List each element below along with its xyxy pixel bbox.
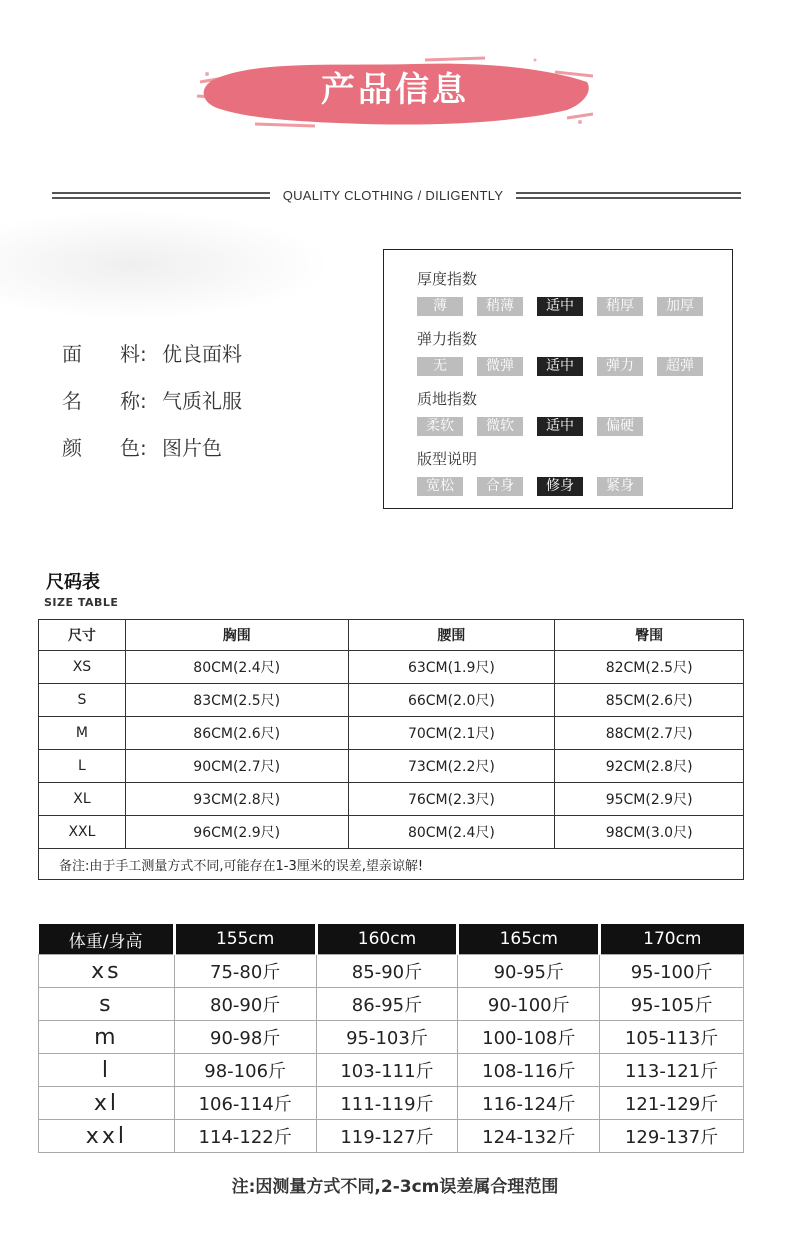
cell-waist: 80CM(2.4尺) — [348, 816, 555, 849]
table-row — [39, 717, 744, 750]
size-table-title: 尺码表 — [46, 572, 100, 593]
cell-size: l — [39, 1054, 175, 1087]
info-key: 颜 色: — [62, 436, 147, 460]
chip-option-selected: 修身 — [537, 477, 583, 496]
table-row — [39, 651, 744, 684]
chip-option: 紧身 — [597, 477, 643, 496]
chip-option-selected: 适中 — [537, 417, 583, 436]
cell-weight: 105-113斤 — [600, 1021, 744, 1054]
cell-size: XS — [39, 651, 126, 684]
cell-weight: 95-100斤 — [600, 955, 744, 988]
cell-size: xs — [39, 955, 175, 988]
table-row — [39, 1087, 744, 1120]
weight-height-table — [38, 924, 744, 1153]
header-size: 尺寸 — [39, 620, 126, 651]
table-row — [39, 783, 744, 816]
cell-hip: 82CM(2.5尺) — [555, 651, 744, 684]
info-row-fabric — [62, 341, 242, 367]
cell-bust: 86CM(2.6尺) — [125, 717, 348, 750]
chip-option: 宽松 — [417, 477, 463, 496]
table-row — [39, 750, 744, 783]
background-smudge — [0, 210, 330, 320]
cell-size: S — [39, 684, 126, 717]
cell-waist: 73CM(2.2尺) — [348, 750, 555, 783]
cell-weight: 90-100斤 — [458, 988, 600, 1021]
cell-size: m — [39, 1021, 175, 1054]
cell-weight: 95-103斤 — [316, 1021, 458, 1054]
table-header-row — [39, 620, 744, 651]
cell-weight: 113-121斤 — [600, 1054, 744, 1087]
chip-option: 稍薄 — [477, 297, 523, 316]
cell-hip: 95CM(2.9尺) — [555, 783, 744, 816]
cell-size: L — [39, 750, 126, 783]
cell-bust: 96CM(2.9尺) — [125, 816, 348, 849]
cell-weight: 95-105斤 — [600, 988, 744, 1021]
table-row — [39, 1021, 744, 1054]
info-value: 气质礼服 — [162, 389, 242, 413]
header-hip: 臀围 — [555, 620, 744, 651]
chip-option-selected: 适中 — [537, 357, 583, 376]
header-height: 165cm — [458, 924, 600, 955]
header-waist: 腰围 — [348, 620, 555, 651]
table-note-row — [39, 849, 744, 880]
chip-option: 无 — [417, 357, 463, 376]
cell-weight: 75-80斤 — [174, 955, 316, 988]
chip-option: 稍厚 — [597, 297, 643, 316]
size-table-note: 备注:由于手工测量方式不同,可能存在1-3厘米的误差,望亲谅解! — [39, 849, 744, 880]
cell-bust: 83CM(2.5尺) — [125, 684, 348, 717]
cell-weight: 90-98斤 — [174, 1021, 316, 1054]
cell-hip: 88CM(2.7尺) — [555, 717, 744, 750]
index-label-elasticity: 弹力指数 — [417, 330, 478, 348]
chip-option: 柔软 — [417, 417, 463, 436]
index-label-texture: 质地指数 — [417, 390, 478, 408]
chip-option: 弹力 — [597, 357, 643, 376]
cell-weight: 103-111斤 — [316, 1054, 458, 1087]
size-table-subtitle: SIZE TABLE — [44, 596, 119, 609]
cell-weight: 106-114斤 — [174, 1087, 316, 1120]
page-title: 产品信息 — [321, 70, 469, 110]
cell-weight: 121-129斤 — [600, 1087, 744, 1120]
divider-right — [516, 192, 741, 199]
table-row — [39, 1054, 744, 1087]
cell-weight: 111-119斤 — [316, 1087, 458, 1120]
info-key: 面 料: — [62, 342, 147, 366]
table-row — [39, 988, 744, 1021]
cell-weight: 114-122斤 — [174, 1120, 316, 1153]
cell-weight: 98-106斤 — [174, 1054, 316, 1087]
weight-table-note: 注:因测量方式不同,2-3cm误差属合理范围 — [231, 1177, 559, 1197]
cell-weight: 90-95斤 — [458, 955, 600, 988]
cell-size: M — [39, 717, 126, 750]
cell-waist: 70CM(2.1尺) — [348, 717, 555, 750]
cell-size: xxl — [39, 1120, 175, 1153]
header-weight-height: 体重/身高 — [39, 924, 175, 955]
cell-size: s — [39, 988, 175, 1021]
chip-option: 微软 — [477, 417, 523, 436]
cell-bust: 90CM(2.7尺) — [125, 750, 348, 783]
header-height: 155cm — [174, 924, 316, 955]
info-key: 名 称: — [62, 389, 147, 413]
cell-hip: 85CM(2.6尺) — [555, 684, 744, 717]
cell-weight: 129-137斤 — [600, 1120, 744, 1153]
info-value: 优良面料 — [162, 342, 242, 366]
cell-weight: 108-116斤 — [458, 1054, 600, 1087]
info-value: 图片色 — [162, 436, 222, 460]
chip-option: 加厚 — [657, 297, 703, 316]
chip-option: 偏硬 — [597, 417, 643, 436]
fabric-index-box — [383, 249, 733, 509]
chip-option: 合身 — [477, 477, 523, 496]
cell-weight: 80-90斤 — [174, 988, 316, 1021]
chip-option: 薄 — [417, 297, 463, 316]
info-row-name — [62, 388, 242, 414]
cell-weight: 100-108斤 — [458, 1021, 600, 1054]
cell-waist: 63CM(1.9尺) — [348, 651, 555, 684]
cell-waist: 66CM(2.0尺) — [348, 684, 555, 717]
header-height: 170cm — [600, 924, 744, 955]
table-row — [39, 1120, 744, 1153]
index-label-thickness: 厚度指数 — [417, 270, 478, 288]
cell-weight: 85-90斤 — [316, 955, 458, 988]
cell-size: XXL — [39, 816, 126, 849]
table-row — [39, 955, 744, 988]
cell-waist: 76CM(2.3尺) — [348, 783, 555, 816]
header-height: 160cm — [316, 924, 458, 955]
chip-option: 微弹 — [477, 357, 523, 376]
table-row — [39, 684, 744, 717]
chip-option: 超弹 — [657, 357, 703, 376]
chip-option-selected: 适中 — [537, 297, 583, 316]
table-header-row — [39, 924, 744, 955]
cell-weight: 116-124斤 — [458, 1087, 600, 1120]
cell-size: XL — [39, 783, 126, 816]
cell-hip: 98CM(3.0尺) — [555, 816, 744, 849]
cell-size: xl — [39, 1087, 175, 1120]
table-row — [39, 816, 744, 849]
cell-hip: 92CM(2.8尺) — [555, 750, 744, 783]
tagline: QUALITY CLOTHING / DILIGENTLY — [282, 188, 504, 203]
cell-weight: 86-95斤 — [316, 988, 458, 1021]
cell-weight: 124-132斤 — [458, 1120, 600, 1153]
cell-bust: 80CM(2.4尺) — [125, 651, 348, 684]
info-row-color — [62, 435, 222, 461]
index-label-fit: 版型说明 — [417, 450, 478, 468]
cell-bust: 93CM(2.8尺) — [125, 783, 348, 816]
size-table — [38, 619, 744, 880]
divider-left — [52, 192, 270, 199]
cell-weight: 119-127斤 — [316, 1120, 458, 1153]
header-bust: 胸围 — [125, 620, 348, 651]
